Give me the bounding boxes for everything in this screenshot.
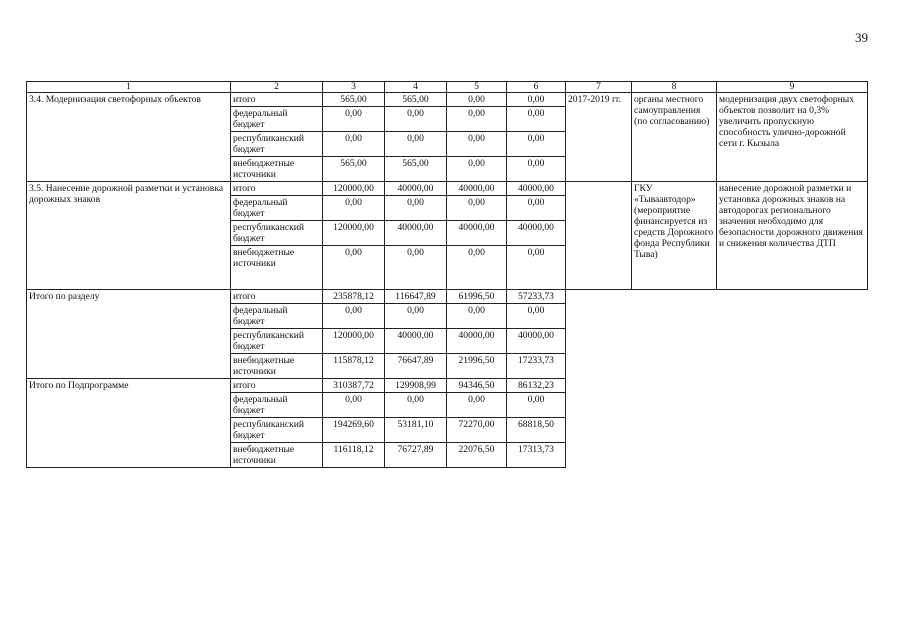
value-cell: 115878,12 bbox=[323, 354, 385, 379]
value-cell: 116118,12 bbox=[323, 443, 385, 468]
value-cell: 94346,50 bbox=[447, 379, 507, 393]
result-cell: нанесение дорожной разметки и установка дорожных знаков на автодорогах регионального значения необходимо для безопасности дорожного движения и снижения количества ДТП bbox=[717, 182, 868, 290]
source-cell: итого bbox=[231, 182, 323, 196]
value-cell: 194269,60 bbox=[323, 418, 385, 443]
value-cell: 76647,89 bbox=[385, 354, 447, 379]
value-cell: 116647,89 bbox=[385, 290, 447, 304]
value-cell: 0,00 bbox=[385, 304, 447, 329]
source-cell: республиканский бюджет bbox=[231, 221, 323, 246]
value-cell: 40000,00 bbox=[447, 221, 507, 246]
table-row bbox=[27, 379, 868, 393]
source-cell: республиканский бюджет bbox=[231, 418, 323, 443]
value-cell: 0,00 bbox=[385, 196, 447, 221]
column-header: 7 bbox=[566, 82, 632, 93]
subprogram-total-label: Итого по Подпрограмме bbox=[27, 379, 231, 468]
value-cell: 0,00 bbox=[507, 132, 566, 157]
page-number: 39 bbox=[855, 30, 868, 45]
value-cell: 0,00 bbox=[447, 157, 507, 182]
column-header: 4 bbox=[385, 82, 447, 93]
source-cell: итого bbox=[231, 379, 323, 393]
value-cell: 0,00 bbox=[447, 132, 507, 157]
source-cell: республиканский бюджет bbox=[231, 329, 323, 354]
source-cell: федеральный бюджет bbox=[231, 107, 323, 132]
value-cell: 120000,00 bbox=[323, 329, 385, 354]
column-header: 8 bbox=[632, 82, 717, 93]
executor-cell: органы местного самоуправления (по согласованию) bbox=[632, 93, 717, 182]
value-cell: 310387,72 bbox=[323, 379, 385, 393]
value-cell: 0,00 bbox=[323, 196, 385, 221]
source-cell: федеральный бюджет bbox=[231, 304, 323, 329]
measure-name-cell: 3.5. Нанесение дорожной разметки и установка дорожных знаков bbox=[27, 182, 231, 290]
header-row bbox=[27, 82, 868, 93]
value-cell: 0,00 bbox=[447, 93, 507, 107]
value-cell: 0,00 bbox=[323, 304, 385, 329]
table-row bbox=[27, 290, 868, 304]
value-cell: 565,00 bbox=[385, 157, 447, 182]
executor-cell: ГКУ «Тываавтодор» (мероприятие финансируется из средств Дорожного фонда Республики Тыва) bbox=[632, 182, 717, 290]
source-cell: внебюджетные источники bbox=[231, 443, 323, 468]
value-cell: 0,00 bbox=[323, 107, 385, 132]
value-cell: 0,00 bbox=[507, 393, 566, 418]
value-cell: 40000,00 bbox=[385, 182, 447, 196]
value-cell: 120000,00 bbox=[323, 182, 385, 196]
column-header: 5 bbox=[447, 82, 507, 93]
column-header: 1 bbox=[27, 82, 231, 93]
value-cell: 0,00 bbox=[507, 93, 566, 107]
value-cell: 40000,00 bbox=[507, 221, 566, 246]
source-cell: федеральный бюджет bbox=[231, 393, 323, 418]
result-cell: модернизация двух светофорных объектов позволит на 0,3% увеличить пропускную способность улично-дорожной сети г. Кызыла bbox=[717, 93, 868, 182]
value-cell: 68818,50 bbox=[507, 418, 566, 443]
term-cell: 2017-2019 гг. bbox=[566, 93, 632, 182]
value-cell: 40000,00 bbox=[385, 329, 447, 354]
source-cell: внебюджетные источники bbox=[231, 354, 323, 379]
value-cell: 0,00 bbox=[507, 246, 566, 290]
column-header: 2 bbox=[231, 82, 323, 93]
program-table bbox=[26, 81, 868, 468]
value-cell: 72270,00 bbox=[447, 418, 507, 443]
source-cell: итого bbox=[231, 290, 323, 304]
value-cell: 565,00 bbox=[323, 157, 385, 182]
value-cell: 17313,73 bbox=[507, 443, 566, 468]
value-cell: 0,00 bbox=[385, 132, 447, 157]
value-cell: 0,00 bbox=[507, 304, 566, 329]
value-cell: 86132,23 bbox=[507, 379, 566, 393]
value-cell: 0,00 bbox=[507, 157, 566, 182]
value-cell: 40000,00 bbox=[385, 221, 447, 246]
value-cell: 76727,89 bbox=[385, 443, 447, 468]
source-cell: внебюджетные источники bbox=[231, 246, 323, 290]
source-cell: федеральный бюджет bbox=[231, 196, 323, 221]
value-cell: 61996,50 bbox=[447, 290, 507, 304]
column-header: 3 bbox=[323, 82, 385, 93]
value-cell: 0,00 bbox=[323, 393, 385, 418]
value-cell: 565,00 bbox=[385, 93, 447, 107]
column-header: 9 bbox=[717, 82, 868, 93]
table-row bbox=[27, 182, 868, 196]
column-header: 6 bbox=[507, 82, 566, 93]
value-cell: 0,00 bbox=[447, 246, 507, 290]
value-cell: 120000,00 bbox=[323, 221, 385, 246]
value-cell: 22076,50 bbox=[447, 443, 507, 468]
value-cell: 565,00 bbox=[323, 93, 385, 107]
measure-name-cell: 3.4. Модернизация светофорных объектов bbox=[27, 93, 231, 182]
empty-area bbox=[566, 379, 868, 468]
value-cell: 0,00 bbox=[507, 107, 566, 132]
value-cell: 53181,10 bbox=[385, 418, 447, 443]
table-row bbox=[27, 93, 868, 107]
value-cell: 0,00 bbox=[323, 132, 385, 157]
value-cell: 0,00 bbox=[323, 246, 385, 290]
section-total-label: Итого по разделу bbox=[27, 290, 231, 379]
value-cell: 40000,00 bbox=[507, 329, 566, 354]
value-cell: 0,00 bbox=[385, 246, 447, 290]
value-cell: 21996,50 bbox=[447, 354, 507, 379]
empty-area bbox=[566, 290, 868, 379]
value-cell: 0,00 bbox=[507, 196, 566, 221]
source-cell: республиканский бюджет bbox=[231, 132, 323, 157]
value-cell: 129908,99 bbox=[385, 379, 447, 393]
value-cell: 0,00 bbox=[447, 304, 507, 329]
value-cell: 235878,12 bbox=[323, 290, 385, 304]
value-cell: 40000,00 bbox=[447, 182, 507, 196]
value-cell: 0,00 bbox=[447, 107, 507, 132]
value-cell: 40000,00 bbox=[507, 182, 566, 196]
value-cell: 17233,73 bbox=[507, 354, 566, 379]
value-cell: 0,00 bbox=[447, 196, 507, 221]
value-cell: 0,00 bbox=[385, 107, 447, 132]
value-cell: 0,00 bbox=[385, 393, 447, 418]
source-cell: итого bbox=[231, 93, 323, 107]
term-cell bbox=[566, 182, 632, 290]
source-cell: внебюджетные источники bbox=[231, 157, 323, 182]
value-cell: 0,00 bbox=[447, 393, 507, 418]
value-cell: 57233,73 bbox=[507, 290, 566, 304]
value-cell: 40000,00 bbox=[447, 329, 507, 354]
